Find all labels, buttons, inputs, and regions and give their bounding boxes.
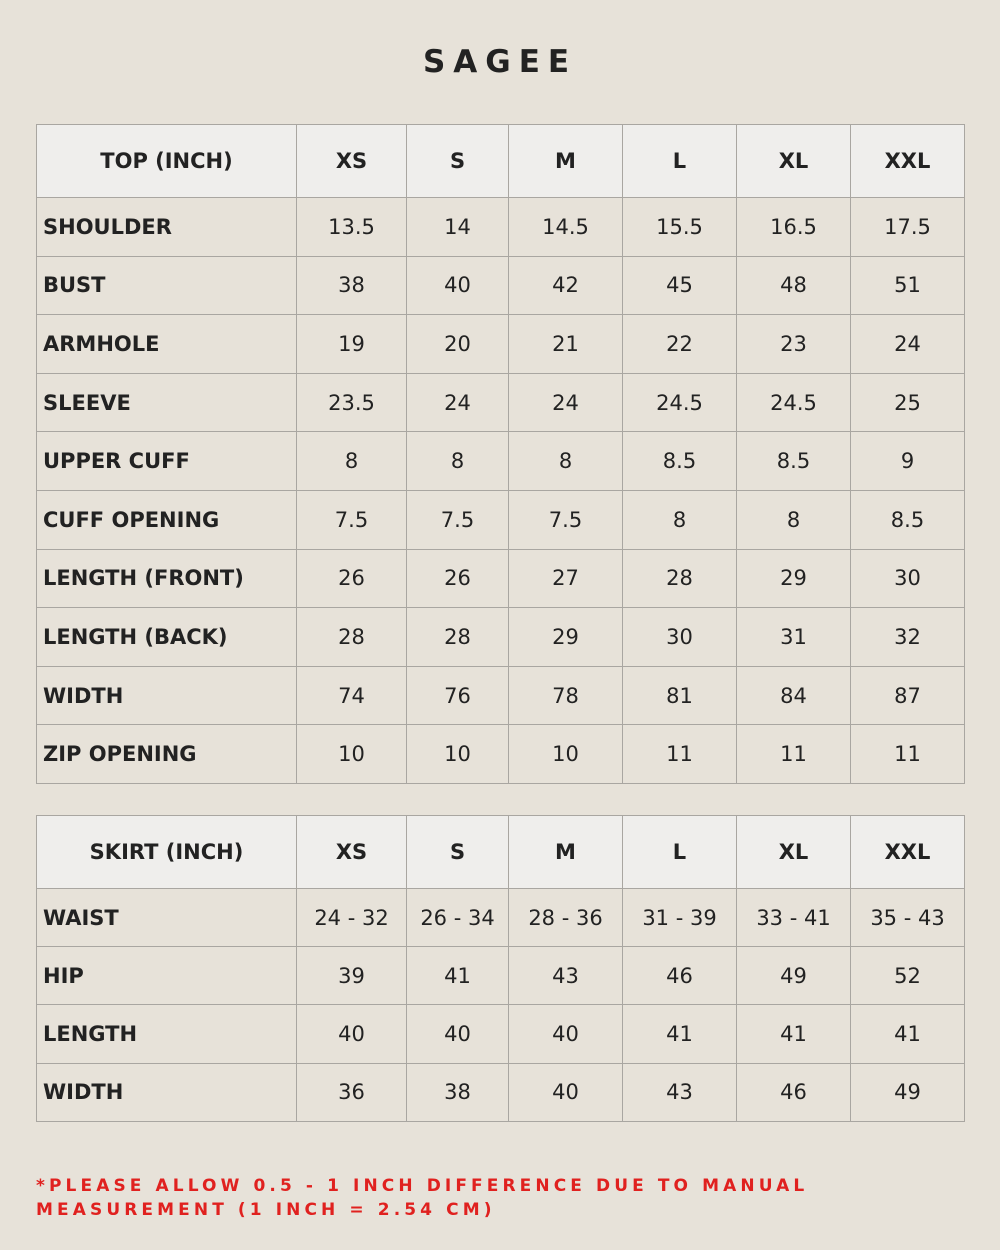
table-cell: 24 [407, 373, 509, 432]
row-label: LENGTH [37, 1005, 297, 1063]
table-cell: 52 [851, 947, 965, 1005]
header-cell: SKIRT (INCH) [37, 816, 297, 889]
table-cell: 28 [407, 608, 509, 667]
table-cell: 40 [297, 1005, 407, 1063]
table-cell: 8 [737, 490, 851, 549]
top-size-table [36, 124, 965, 784]
table-row [37, 947, 965, 1005]
table-cell: 8 [297, 432, 407, 491]
table-cell: 29 [509, 608, 623, 667]
table-cell: 26 [407, 549, 509, 608]
table-cell: 40 [407, 256, 509, 315]
table-cell: 8 [623, 490, 737, 549]
table-cell: 14 [407, 198, 509, 257]
row-label: LENGTH (BACK) [37, 608, 297, 667]
table-row [37, 432, 965, 491]
table-cell: 25 [851, 373, 965, 432]
table-cell: 24.5 [623, 373, 737, 432]
header-cell: M [509, 125, 623, 198]
header-cell: XS [297, 125, 407, 198]
table-cell: 21 [509, 315, 623, 374]
table-row [37, 373, 965, 432]
table-header-row [37, 816, 965, 889]
table-cell: 8.5 [737, 432, 851, 491]
table-row [37, 315, 965, 374]
table-cell: 7.5 [297, 490, 407, 549]
table-header-row [37, 125, 965, 198]
table-cell: 32 [851, 608, 965, 667]
header-cell: XXL [851, 125, 965, 198]
row-label: SLEEVE [37, 373, 297, 432]
table-cell: 8 [509, 432, 623, 491]
table-cell: 43 [623, 1063, 737, 1121]
table-row [37, 198, 965, 257]
table-cell: 11 [851, 725, 965, 784]
table-cell: 14.5 [509, 198, 623, 257]
row-label: CUFF OPENING [37, 490, 297, 549]
table-cell: 39 [297, 947, 407, 1005]
table-row [37, 725, 965, 784]
table-cell: 26 [297, 549, 407, 608]
table-cell: 30 [623, 608, 737, 667]
row-label: HIP [37, 947, 297, 1005]
table-cell: 28 [297, 608, 407, 667]
table-row [37, 549, 965, 608]
table-cell: 46 [623, 947, 737, 1005]
header-cell: M [509, 816, 623, 889]
table-cell: 26 - 34 [407, 889, 509, 947]
row-label: WIDTH [37, 1063, 297, 1121]
table-cell: 41 [623, 1005, 737, 1063]
table-cell: 38 [407, 1063, 509, 1121]
table-cell: 11 [623, 725, 737, 784]
table-row [37, 256, 965, 315]
table-row [37, 490, 965, 549]
table-cell: 45 [623, 256, 737, 315]
table-cell: 23.5 [297, 373, 407, 432]
table-cell: 28 - 36 [509, 889, 623, 947]
table-cell: 15.5 [623, 198, 737, 257]
table-cell: 41 [851, 1005, 965, 1063]
table-cell: 31 [737, 608, 851, 667]
header-cell: XL [737, 816, 851, 889]
table-cell: 22 [623, 315, 737, 374]
table-cell: 16.5 [737, 198, 851, 257]
table-cell: 7.5 [509, 490, 623, 549]
table-cell: 9 [851, 432, 965, 491]
table-cell: 84 [737, 666, 851, 725]
table-cell: 41 [737, 1005, 851, 1063]
header-cell: L [623, 125, 737, 198]
header-cell: XL [737, 125, 851, 198]
table-cell: 24.5 [737, 373, 851, 432]
header-cell: S [407, 125, 509, 198]
table-cell: 40 [509, 1005, 623, 1063]
header-cell: XXL [851, 816, 965, 889]
header-cell: XS [297, 816, 407, 889]
brand-title: SAGEE [422, 44, 578, 80]
table-cell: 20 [407, 315, 509, 374]
table-cell: 46 [737, 1063, 851, 1121]
table-row [37, 608, 965, 667]
table-cell: 33 - 41 [737, 889, 851, 947]
table-cell: 74 [297, 666, 407, 725]
row-label: BUST [37, 256, 297, 315]
table-cell: 36 [297, 1063, 407, 1121]
table-cell: 13.5 [297, 198, 407, 257]
row-label: ARMHOLE [37, 315, 297, 374]
table-cell: 7.5 [407, 490, 509, 549]
row-label: WAIST [37, 889, 297, 947]
header-cell: L [623, 816, 737, 889]
table-cell: 24 [851, 315, 965, 374]
table-cell: 24 [509, 373, 623, 432]
table-cell: 40 [407, 1005, 509, 1063]
table-row [37, 1005, 965, 1063]
table-cell: 81 [623, 666, 737, 725]
row-label: SHOULDER [37, 198, 297, 257]
table-cell: 38 [297, 256, 407, 315]
table-cell: 51 [851, 256, 965, 315]
table-cell: 78 [509, 666, 623, 725]
table-row [37, 1063, 965, 1121]
table-cell: 11 [737, 725, 851, 784]
table-cell: 76 [407, 666, 509, 725]
skirt-size-table [36, 815, 965, 1122]
row-label: ZIP OPENING [37, 725, 297, 784]
table-cell: 31 - 39 [623, 889, 737, 947]
table-cell: 8.5 [623, 432, 737, 491]
table-cell: 41 [407, 947, 509, 1005]
header-cell: S [407, 816, 509, 889]
table-cell: 8.5 [851, 490, 965, 549]
table-cell: 29 [737, 549, 851, 608]
table-cell: 17.5 [851, 198, 965, 257]
table-cell: 10 [509, 725, 623, 784]
table-cell: 49 [737, 947, 851, 1005]
measurement-note: *PLEASE ALLOW 0.5 - 1 INCH DIFFERENCE DUE TO MANUAL MEASUREMENT (1 INCH = 2.54 CM) [36, 1176, 809, 1220]
table-row [37, 666, 965, 725]
table-cell: 30 [851, 549, 965, 608]
table-cell: 49 [851, 1063, 965, 1121]
table-cell: 8 [407, 432, 509, 491]
table-cell: 10 [297, 725, 407, 784]
table-cell: 10 [407, 725, 509, 784]
table-cell: 27 [509, 549, 623, 608]
table-row [37, 889, 965, 947]
table-cell: 23 [737, 315, 851, 374]
table-cell: 19 [297, 315, 407, 374]
table-cell: 48 [737, 256, 851, 315]
row-label: LENGTH (FRONT) [37, 549, 297, 608]
row-label: UPPER CUFF [37, 432, 297, 491]
table-cell: 28 [623, 549, 737, 608]
table-cell: 87 [851, 666, 965, 725]
table-cell: 24 - 32 [297, 889, 407, 947]
table-cell: 43 [509, 947, 623, 1005]
table-cell: 42 [509, 256, 623, 315]
header-cell: TOP (INCH) [37, 125, 297, 198]
row-label: WIDTH [37, 666, 297, 725]
table-cell: 35 - 43 [851, 889, 965, 947]
table-cell: 40 [509, 1063, 623, 1121]
